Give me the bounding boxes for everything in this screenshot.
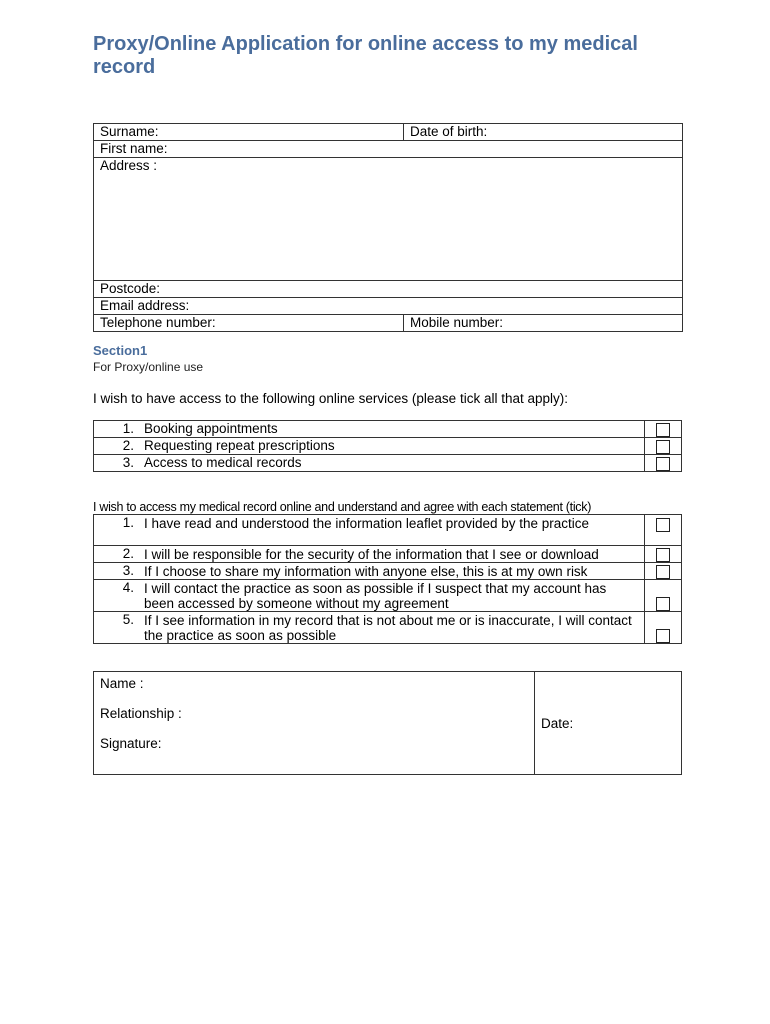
postcode-label: Postcode:	[100, 281, 161, 296]
statement-row	[94, 515, 682, 546]
statement-row	[94, 546, 682, 563]
statement-number: 2.	[94, 546, 139, 563]
first-name-label: First name:	[100, 141, 168, 156]
service-label: Access to medical records	[138, 455, 645, 472]
statement-label: I have read and understood the information leaflet provided by the practice	[138, 515, 645, 546]
name-label: Name :	[100, 676, 144, 691]
service-row	[94, 421, 682, 438]
signature-label: Signature:	[100, 736, 162, 751]
postcode-field[interactable]	[94, 281, 683, 298]
surname-label: Surname:	[100, 124, 159, 139]
section-subtitle: For Proxy/online use	[93, 360, 204, 374]
first-name-field[interactable]	[94, 141, 683, 158]
dob-field[interactable]	[404, 124, 683, 141]
service-row	[94, 438, 682, 455]
statement-label: If I see information in my record that is not about me or is inaccurate, I will contact the practice as soon as possible	[138, 612, 645, 644]
service-checkbox-prescriptions[interactable]	[656, 440, 670, 454]
statement-checkbox-1[interactable]	[656, 518, 670, 532]
statement-checkbox-2[interactable]	[656, 548, 670, 562]
signature-block[interactable]	[94, 672, 535, 775]
statement-row	[94, 563, 682, 580]
statement-number: 4.	[94, 580, 139, 612]
statement-checkbox-5[interactable]	[656, 629, 670, 643]
page-title: Proxy/Online Application for online access to my medical record	[93, 33, 638, 78]
services-intro: I wish to have access to the following online services (please tick all that apply):	[93, 391, 568, 406]
statement-number: 3.	[94, 563, 139, 580]
section-title: Section1	[93, 343, 148, 358]
personal-details-table	[93, 123, 683, 332]
date-label: Date:	[541, 715, 574, 731]
service-row	[94, 455, 682, 472]
service-number: 3.	[94, 455, 139, 472]
statement-number: 5.	[94, 612, 139, 644]
surname-field[interactable]	[94, 124, 404, 141]
telephone-field[interactable]	[94, 315, 404, 332]
statement-row	[94, 612, 682, 644]
statements-table	[93, 514, 682, 644]
mobile-label: Mobile number:	[410, 315, 504, 330]
date-field[interactable]	[535, 672, 682, 775]
statement-label: If I choose to share my information with anyone else, this is at my own risk	[138, 563, 645, 580]
address-label: Address :	[100, 158, 158, 173]
statement-row	[94, 580, 682, 612]
statement-checkbox-4[interactable]	[656, 597, 670, 611]
mobile-field[interactable]	[404, 315, 683, 332]
telephone-label: Telephone number:	[100, 315, 216, 330]
statement-checkbox-3[interactable]	[656, 565, 670, 579]
statements-intro: I wish to access my medical record online and understand and agree with each statement (tick)	[93, 500, 592, 514]
statement-number: 1.	[94, 515, 139, 546]
signature-table	[93, 671, 682, 775]
service-checkbox-records[interactable]	[656, 457, 670, 471]
email-field[interactable]	[94, 298, 683, 315]
address-field[interactable]	[94, 158, 683, 281]
statement-label: I will be responsible for the security of the information that I see or download	[138, 546, 645, 563]
service-number: 2.	[94, 438, 139, 455]
service-label: Booking appointments	[138, 421, 645, 438]
email-label: Email address:	[100, 298, 190, 313]
service-number: 1.	[94, 421, 139, 438]
service-label: Requesting repeat prescriptions	[138, 438, 645, 455]
dob-label: Date of birth:	[410, 124, 488, 139]
statement-label: I will contact the practice as soon as possible if I suspect that my account has been accessed by someone without my agreement	[138, 580, 645, 612]
services-table	[93, 420, 682, 472]
service-checkbox-booking[interactable]	[656, 423, 670, 437]
relationship-label: Relationship :	[100, 706, 182, 721]
